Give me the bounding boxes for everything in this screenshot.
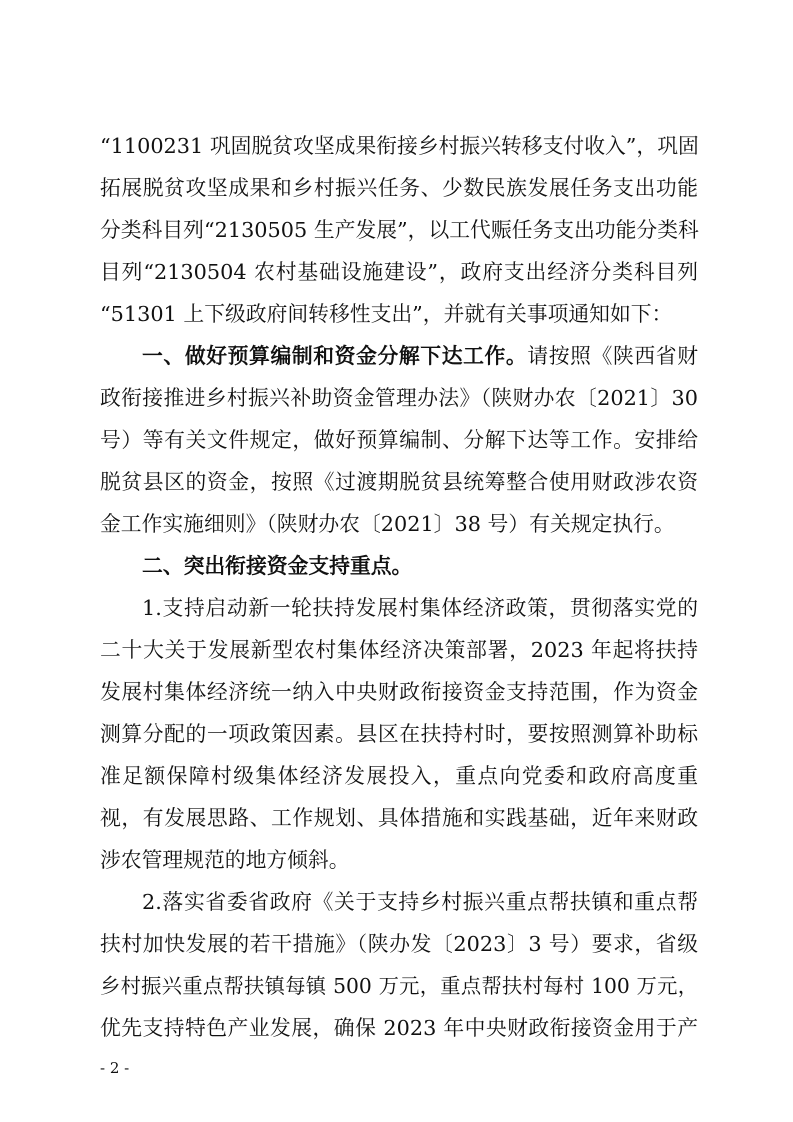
section-heading-2: 二、突出衔接资金支持重点。	[142, 553, 413, 578]
body-line-10: 金工作实施细则》（陕财办农〔2021〕38 号）有关规定执行。	[100, 512, 675, 536]
body-line-14: 发展村集体经济统一纳入中央财政衔接资金支持范围，作为资金	[100, 680, 698, 704]
body-line-7: 政衔接推进乡村振兴补助资金管理办法》（陕财办农〔2021〕30	[100, 386, 698, 410]
body-line-8: 号）等有关文件规定，做好预算编制、分解下达等工作。安排给	[100, 428, 698, 452]
page-number: - 2 -	[100, 1059, 130, 1077]
body-line-18: 涉农管理规范的地方倾斜。	[100, 848, 350, 872]
body-line-5: “51301 上下级政府间转移性支出”，并就有关事项通知如下：	[100, 302, 673, 326]
body-line-16: 准足额保障村级集体经济发展投入，重点向党委和政府高度重	[100, 764, 698, 788]
section-heading-1: 一、做好预算编制和资金分解下达工作。	[142, 343, 528, 368]
body-line-3: 分类科目列“2130505 生产发展”，以工代赈任务支出功能分类科	[100, 218, 699, 242]
body-line-22: 优先支持特色产业发展，确保 2023 年中央财政衔接资金用于产	[100, 1016, 698, 1040]
body-line-12: 1.支持启动新一轮扶持发展村集体经济政策，贯彻落实党的	[142, 596, 698, 620]
body-line-4: 目列“2130504 农村基础设施建设”，政府支出经济分类科目列	[100, 260, 698, 284]
body-line-17: 视，有发展思路、工作规划、具体措施和实践基础，近年来财政	[100, 806, 698, 830]
body-line-15: 测算分配的一项政策因素。县区在扶持村时，要按照测算补助标	[100, 722, 698, 746]
body-line-20: 扶村加快发展的若干措施》（陕办发〔2023〕3 号）要求，省级	[100, 932, 698, 956]
section-heading-1-line	[142, 338, 698, 374]
body-line-1: “1100231 巩固脱贫攻坚成果衔接乡村振兴转移支付收入”，巩固	[100, 134, 699, 158]
body-line-2: 拓展脱贫攻坚成果和乡村振兴任务、少数民族发展任务支出功能	[100, 176, 698, 200]
section-heading-1-continuation: 请按照《陕西省财	[527, 344, 699, 368]
body-line-21: 乡村振兴重点帮扶镇每镇 500 万元，重点帮扶村每村 100 万元，	[100, 974, 698, 998]
body-line-19: 2.落实省委省政府《关于支持乡村振兴重点帮扶镇和重点帮	[142, 890, 698, 914]
body-line-13: 二十大关于发展新型农村集体经济决策部署，2023 年起将扶持	[100, 638, 698, 662]
body-line-9: 脱贫县区的资金，按照《过渡期脱贫县统筹整合使用财政涉农资	[100, 470, 698, 494]
